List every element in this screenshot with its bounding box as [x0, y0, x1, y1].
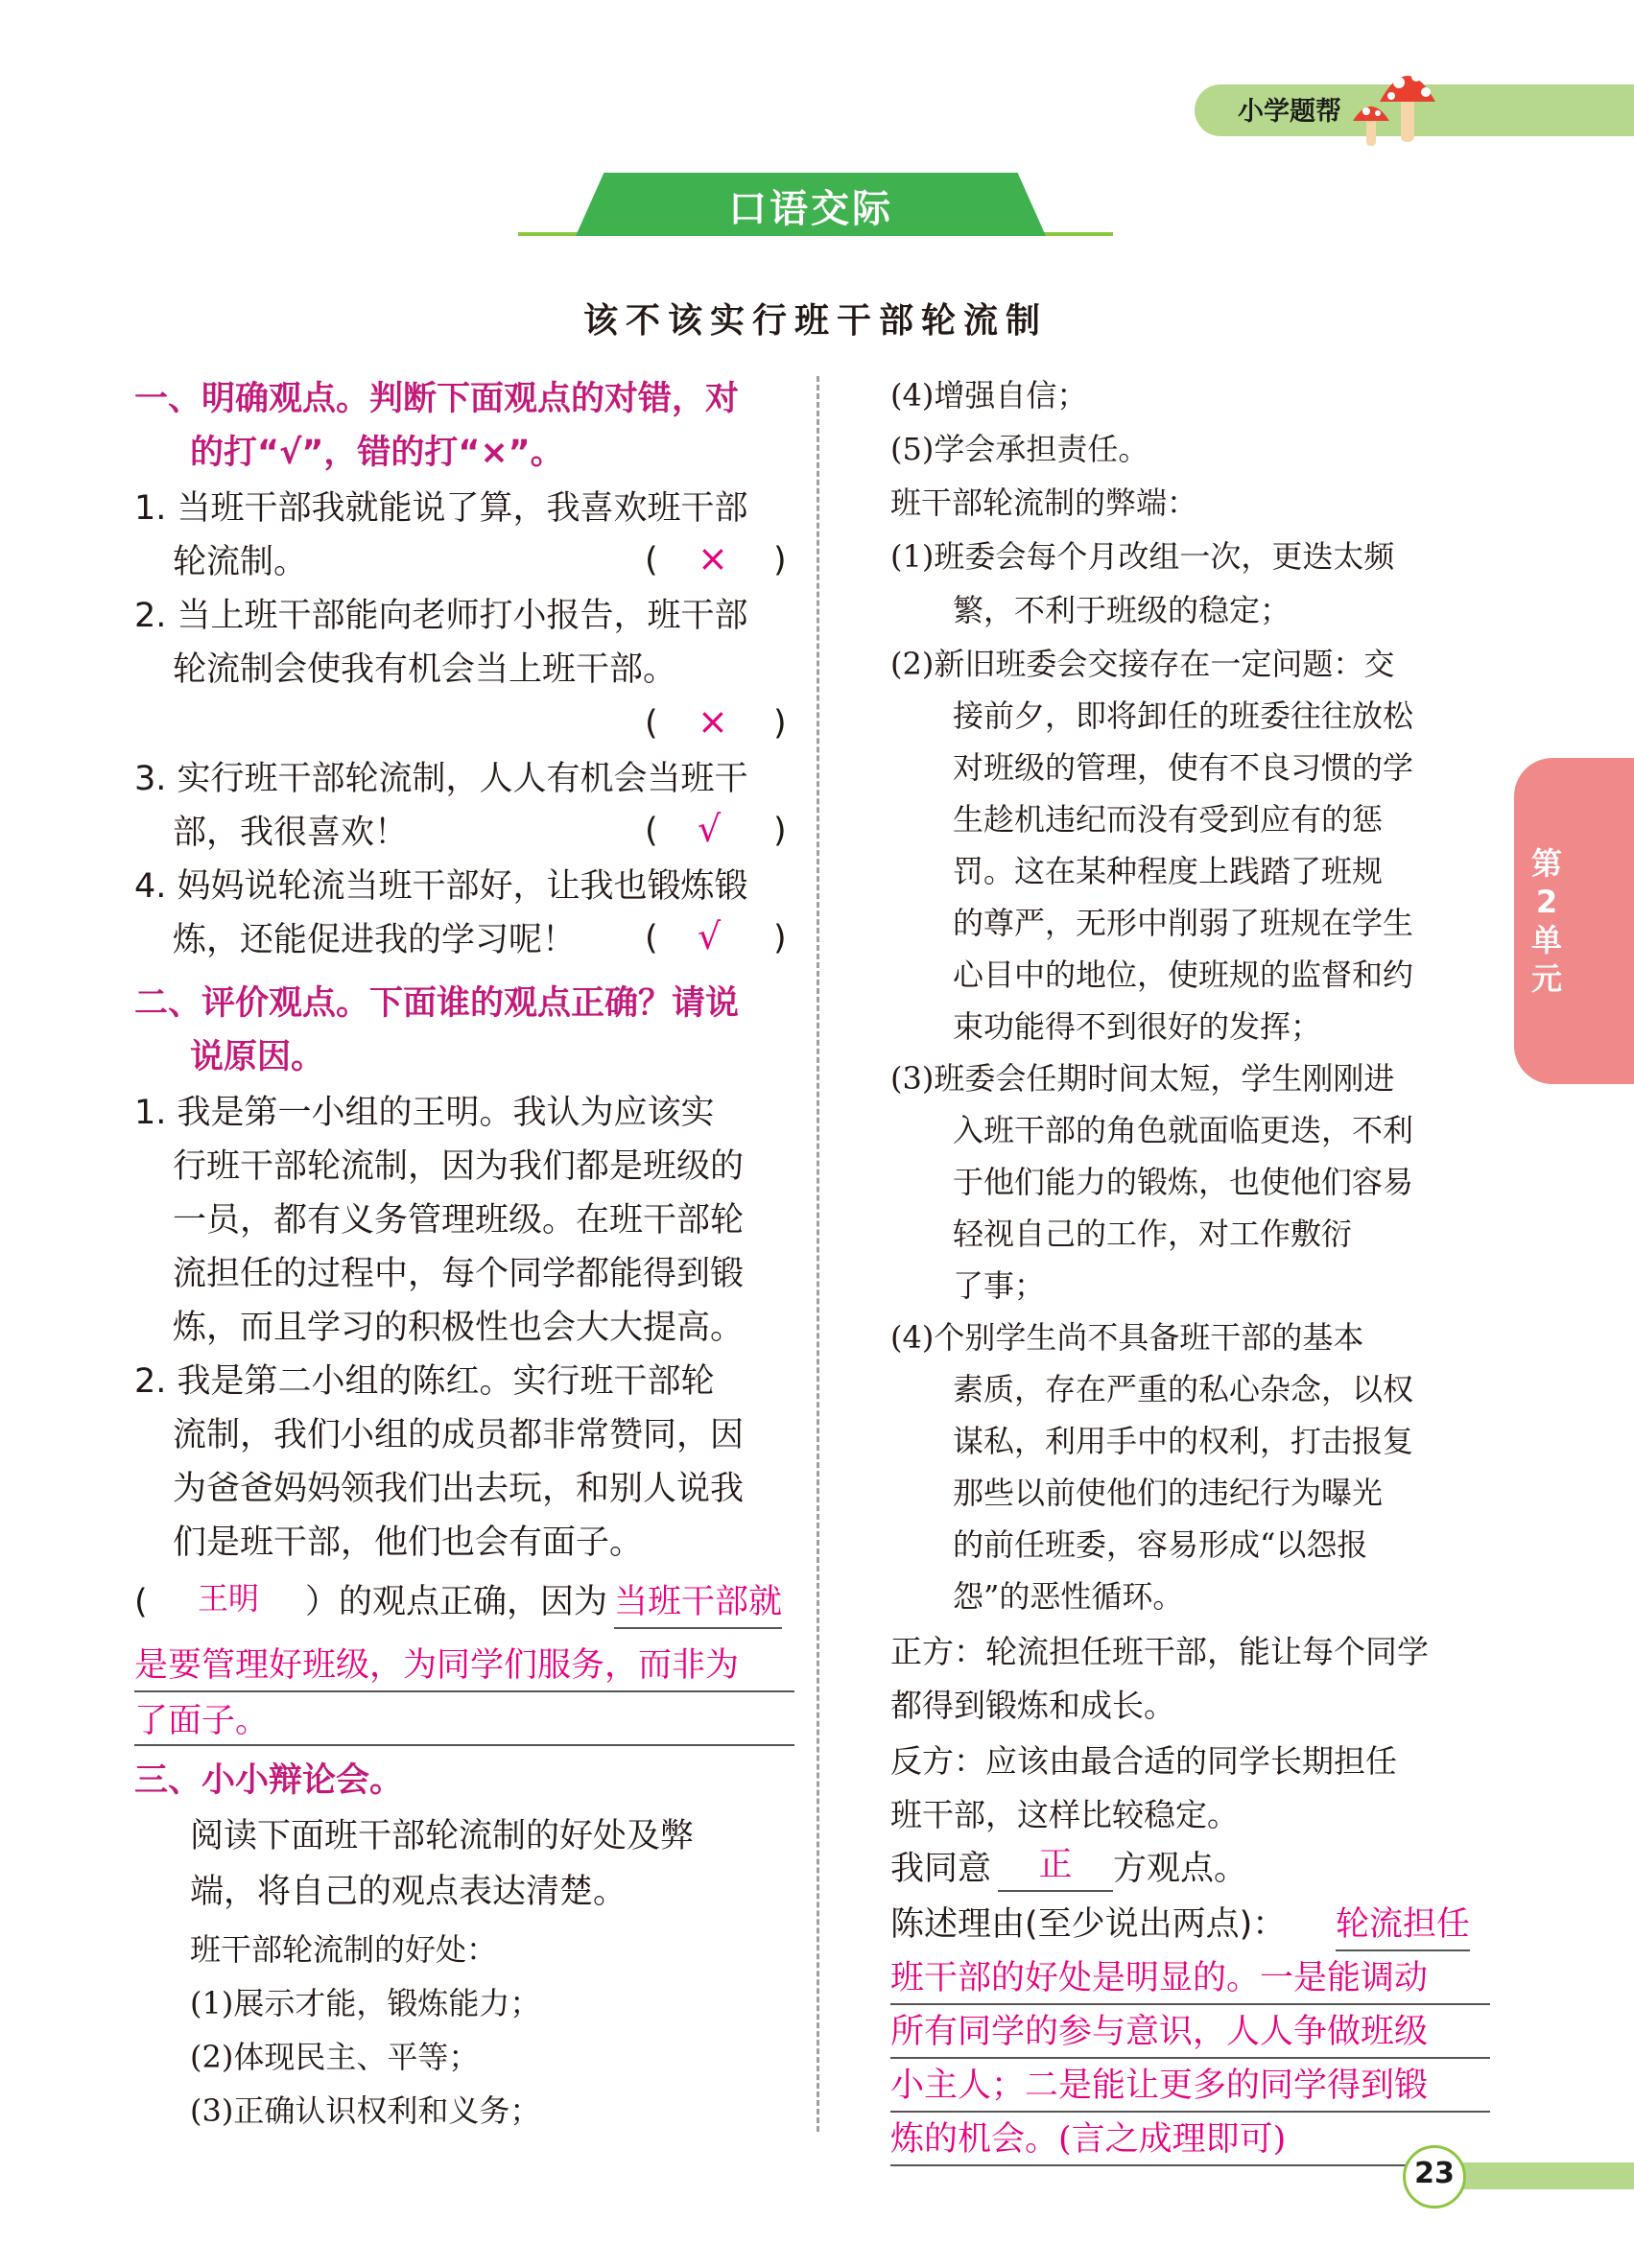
q2-line2: 轮流制会使我有机会当上班干部。 — [173, 650, 677, 689]
benefit-item: (5)学会承担责任。 — [890, 431, 1149, 467]
opinion2-line: 为爸爸妈妈领我们出去玩，和别人说我 — [173, 1470, 745, 1508]
reason-answer-line1: 轮流担任 — [1336, 1900, 1470, 1951]
opinion1-line: 一员，都有义务管理班级。在班干部轮 — [173, 1201, 745, 1240]
drawback4-line: 谋私，利用手中的权利，打击报复 — [953, 1423, 1414, 1459]
drawback3-line: 轻视自己的工作，对工作敷衍 — [953, 1216, 1353, 1252]
q4-answer-mark: √ — [698, 915, 722, 957]
agree-prefix: 我同意 — [890, 1850, 992, 1888]
q3-answer-mark: √ — [698, 808, 722, 850]
part2-heading-line2: 说原因。 — [190, 1038, 325, 1076]
q3-line1: 3. 实行班干部轮流制，人人有机会当班干 — [134, 760, 748, 798]
reason-label: 陈述理由(至少说出两点)： — [890, 1905, 1287, 1944]
answer-paren-right: ) — [773, 704, 787, 743]
drawback1-line: 繁，不利于班级的稳定； — [953, 592, 1291, 628]
benefit-item: (1)展示才能，锻炼能力； — [190, 1985, 541, 2021]
part2-answer-line3: 了面子。 — [134, 1702, 270, 1740]
benefit-item: (4)增强自信； — [890, 377, 1088, 413]
q4-line2: 炼，还能促进我的学习呢！ — [173, 921, 577, 959]
benefit-item: (3)正确认识权利和义务； — [190, 2092, 541, 2129]
q3-line2: 部，我很喜欢！ — [173, 814, 409, 852]
part3-intro-line1: 阅读下面班干部轮流制的好处及弊 — [190, 1817, 695, 1855]
answer-paren-left: ( — [134, 1583, 148, 1621]
drawback4-line: 素质，存在严重的私心杂念，以权 — [953, 1371, 1414, 1407]
drawback2-line: 心目中的地位，使班规的监督和约 — [953, 957, 1414, 993]
answer-rule — [134, 1690, 794, 1692]
answer-paren-right: ) — [773, 812, 787, 850]
opinion1-line: 炼，而且学习的积极性也会大大提高。 — [173, 1309, 745, 1347]
opinion2-line: 2. 我是第二小组的陈红。实行班干部轮 — [134, 1362, 715, 1401]
opinion2-line: 流制，我们小组的成员都非常赞同，因 — [173, 1416, 745, 1454]
agree-answer: 正 — [998, 1840, 1113, 1892]
opinion2-line: 们是班干部，他们也会有面子。 — [173, 1524, 644, 1562]
page-title: 该不该实行班干部轮流制 — [582, 300, 1048, 341]
part1-heading-line1: 一、明确观点。判断下面观点的对错，对 — [134, 380, 740, 418]
drawback2-line: (2)新旧班委会交接存在一定问题：交 — [890, 646, 1395, 682]
answer-paren-left: ( — [645, 704, 658, 743]
pro-side-line: 都得到锻炼和成长。 — [890, 1687, 1175, 1724]
part2-answer-line1: 当班干部就 — [614, 1577, 782, 1629]
reason-answer-line: 炼的机会。(言之成理即可) — [890, 2114, 1490, 2166]
opinion1-line: 1. 我是第一小组的王明。我认为应该实 — [134, 1094, 715, 1132]
section-banner-label: 口语交际 — [728, 187, 893, 231]
q2-answer-mark: × — [698, 700, 728, 743]
con-side-line: 反方：应该由最合适的同学长期担任 — [890, 1742, 1397, 1780]
con-side-line: 班干部，这样比较稳定。 — [890, 1796, 1239, 1833]
mushroom-icon — [1343, 56, 1458, 152]
opinion1-line: 流担任的过程中，每个同学都能得到锻 — [173, 1255, 745, 1293]
part2-answer-mid: ）的观点正确，因为 — [305, 1583, 608, 1621]
drawback3-line: 于他们能力的锻炼，也使他们容易 — [953, 1164, 1414, 1200]
reason-answer-line: 所有同学的参与意识，人人争做班级 — [890, 2007, 1490, 2059]
drawback1-line: (1)班委会每个月改组一次，更迭太频 — [890, 538, 1395, 575]
opinion1-line: 行班干部轮流制，因为我们都是班级的 — [173, 1147, 745, 1186]
drawback4-line: 怨”的恶性循环。 — [953, 1578, 1184, 1615]
answer-paren-left: ( — [645, 541, 658, 579]
drawback2-line: 接前夕，即将卸任的班委往往放松 — [953, 697, 1414, 734]
part3-intro-line2: 端，将自己的观点表达清楚。 — [190, 1873, 628, 1911]
benefit-item: (2)体现民主、平等； — [190, 2039, 480, 2075]
answer-rule — [134, 1744, 794, 1746]
agree-suffix: 方观点。 — [1113, 1850, 1248, 1888]
drawbacks-title: 班干部轮流制的弊端： — [890, 484, 1198, 521]
q1-line2: 轮流制。 — [173, 543, 308, 581]
drawback2-line: 的尊严，无形中削弱了班规在学生 — [953, 905, 1414, 941]
answer-paren-left: ( — [645, 812, 658, 850]
benefits-title: 班干部轮流制的好处： — [190, 1931, 498, 1968]
column-divider — [817, 376, 819, 2132]
drawback2-line: 束功能得不到很好的发挥； — [953, 1008, 1322, 1045]
reason-answer-line: 班干部的好处是明显的。一是能调动 — [890, 1953, 1490, 2005]
answer-paren-right: ) — [773, 919, 787, 957]
brand-name: 小学题帮 — [1238, 97, 1341, 127]
drawback2-line: 生趁机违纪而没有受到应有的惩 — [953, 801, 1384, 838]
unit-side-label: 第2单元 — [1530, 845, 1562, 997]
page-number-bar — [1444, 2162, 1634, 2189]
reason-answer-line: 小主人；二是能让更多的同学得到锻 — [890, 2061, 1490, 2113]
q2-line1: 2. 当上班干部能向老师打小报告，班干部 — [134, 597, 748, 635]
drawback3-line: 入班干部的角色就面临更迭，不利 — [953, 1112, 1414, 1148]
drawback4-line: 的前任班委，容易形成“以怨报 — [953, 1526, 1368, 1563]
q4-line1: 4. 妈妈说轮流当班干部好，让我也锻炼锻 — [134, 867, 748, 906]
drawback3-line: (3)班委会任期时间太短，学生刚刚进 — [890, 1060, 1395, 1097]
part2-answer-name: 王明 — [198, 1580, 260, 1617]
drawback3-line: 了事； — [953, 1267, 1046, 1304]
drawback4-line: (4)个别学生尚不具备班干部的基本 — [890, 1319, 1364, 1356]
part2-heading-line1: 二、评价观点。下面谁的观点正确？请说 — [134, 984, 740, 1023]
q1-line1: 1. 当班干部我就能说了算，我喜欢班干部 — [134, 489, 748, 528]
drawback4-line: 那些以前使他们的违纪行为曝光 — [953, 1475, 1384, 1511]
part2-answer-line2: 是要管理好班级，为同学们服务，而非为 — [134, 1646, 740, 1685]
answer-paren-left: ( — [645, 919, 658, 957]
q1-answer-mark: × — [698, 537, 728, 579]
answer-paren-right: ) — [773, 541, 787, 579]
part3-heading: 三、小小辩论会。 — [134, 1761, 404, 1800]
drawback2-line: 对班级的管理，使有不良习惯的学 — [953, 749, 1414, 786]
page-number: 23 — [1414, 2157, 1455, 2190]
drawback2-line: 罚。这在某种程度上践踏了班规 — [953, 853, 1384, 889]
pro-side-line: 正方：轮流担任班干部，能让每个同学 — [890, 1633, 1429, 1670]
part1-heading-line2: 的打“√”，错的打“×”。 — [190, 434, 564, 472]
